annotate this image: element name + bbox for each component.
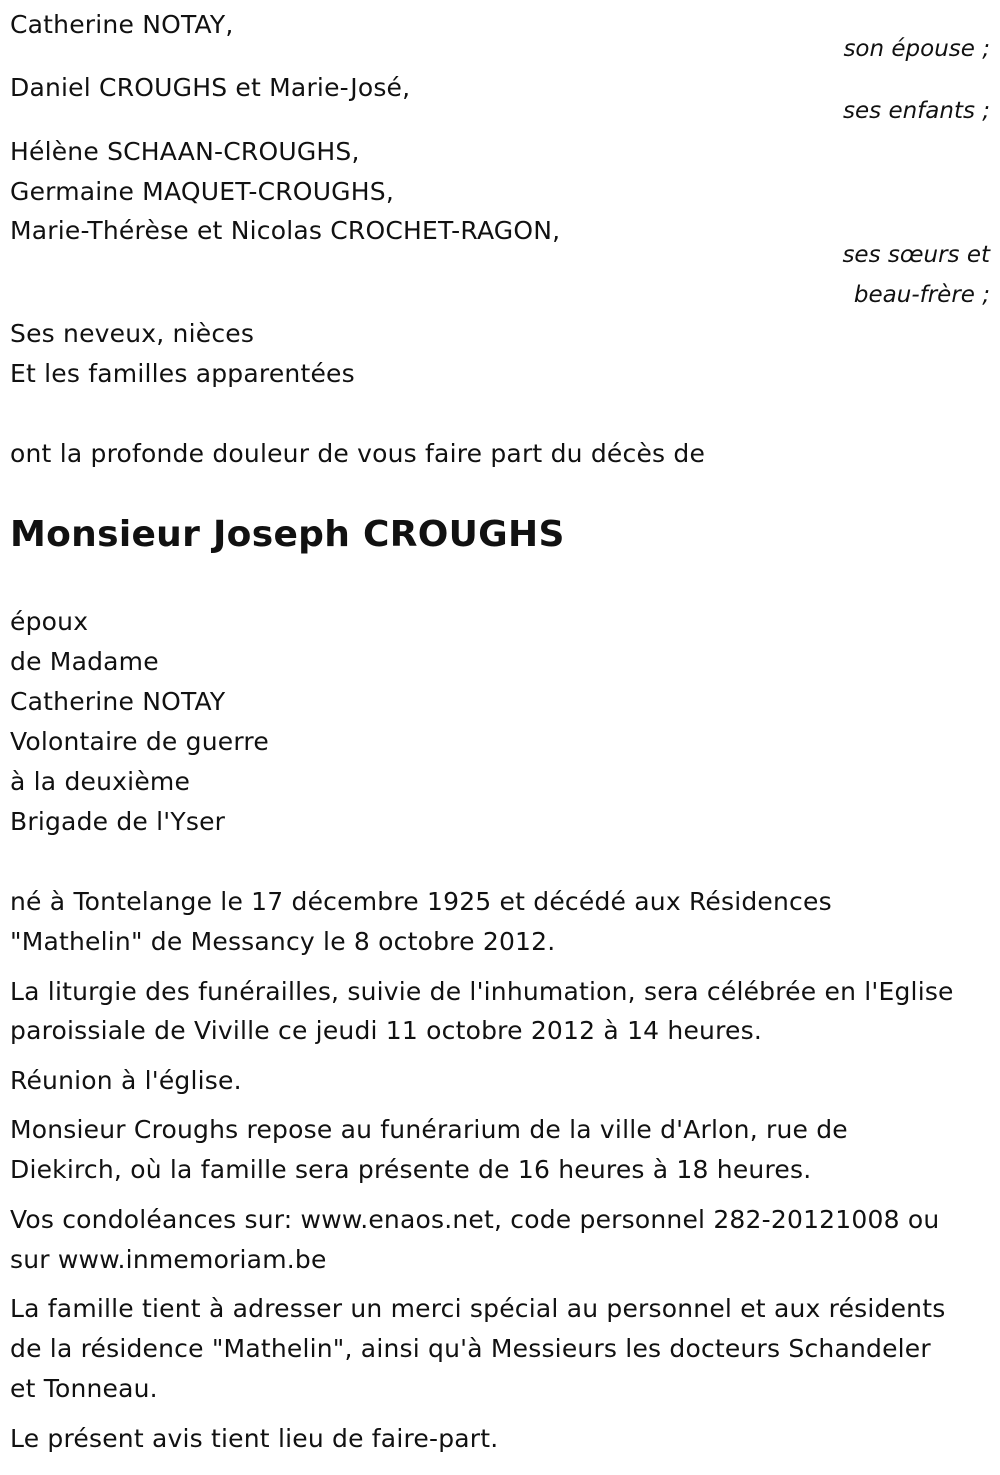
thanks-line: et Tonneau. — [10, 1374, 158, 1403]
sibling-name: Hélène SCHAAN-CROUGHS, — [10, 137, 360, 166]
birth-death-line: "Mathelin" de Messancy le 8 octobre 2012. — [10, 927, 556, 956]
children-names: Daniel CROUGHS et Marie-José, — [10, 73, 411, 102]
announcement-text: ont la profonde douleur de vous faire part du décès de — [10, 439, 706, 468]
deceased-description-line: Volontaire de guerre — [10, 727, 269, 756]
meeting-line: Réunion à l'église. — [10, 1066, 242, 1095]
spouse-relation: son épouse ; — [843, 36, 990, 62]
obituary-notice — [10, 0, 990, 1475]
deceased-description-line: de Madame — [10, 647, 159, 676]
deceased-description-line: Catherine NOTAY — [10, 687, 226, 716]
funeral-line: paroissiale de Viville ce jeudi 11 octobre 2012 à 14 heures. — [10, 1016, 762, 1045]
deceased-description-line: à la deuxième — [10, 767, 191, 796]
thanks-line: La famille tient à adresser un merci spécial au personnel et aux résidents — [10, 1294, 946, 1323]
sibling-name: Germaine MAQUET-CROUGHS, — [10, 177, 394, 206]
deceased-description-line: époux — [10, 607, 89, 636]
repose-line: Monsieur Croughs repose au funérarium de la ville d'Arlon, rue de — [10, 1115, 848, 1144]
funeral-line: La liturgie des funérailles, suivie de l'inhumation, sera célébrée en l'Eglise — [10, 977, 954, 1006]
children-relation: ses enfants ; — [843, 98, 990, 124]
closing-line: Le présent avis tient lieu de faire-part. — [10, 1424, 499, 1453]
other-mourners: Ses neveux, nièces — [10, 319, 255, 348]
other-mourners: Et les familles apparentées — [10, 359, 355, 388]
siblings-relation: ses sœurs et — [842, 242, 990, 268]
repose-line: Diekirch, où la famille sera présente de 16 heures à 18 heures. — [10, 1155, 812, 1184]
deceased-name: Monsieur Joseph CROUGHS — [10, 514, 565, 555]
condolences-line: Vos condoléances sur: www.enaos.net, code personnel 282-20121008 ou — [10, 1205, 940, 1234]
deceased-description-line: Brigade de l'Yser — [10, 807, 226, 836]
spouse-name: Catherine NOTAY, — [10, 10, 234, 39]
siblings-relation: beau-frère ; — [853, 282, 990, 308]
thanks-line: de la résidence "Mathelin", ainsi qu'à Messieurs les docteurs Schandeler — [10, 1334, 931, 1363]
condolences-line: sur www.inmemoriam.be — [10, 1245, 327, 1274]
sibling-name: Marie-Thérèse et Nicolas CROCHET-RAGON, — [10, 216, 561, 245]
birth-death-line: né à Tontelange le 17 décembre 1925 et décédé aux Résidences — [10, 887, 832, 916]
